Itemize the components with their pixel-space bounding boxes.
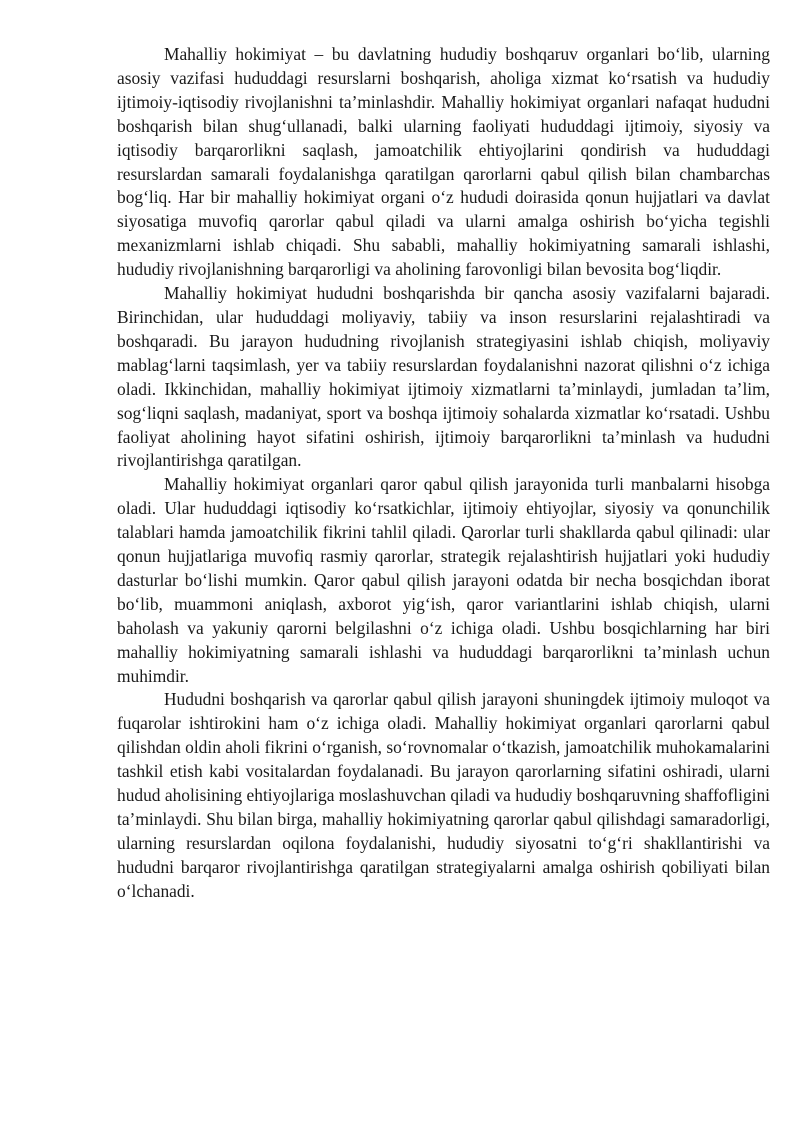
paragraph-4: Hududni boshqarish va qarorlar qabul qilish jarayoni shuningdek ijtimoiy muloqot va fuqarolar ishtirokini ham o‘z ichiga oladi. Mahalliy hokimiyat organlari qarorlarni qabul qilishdan oldin aholi fikrini o‘rganish, so‘rovnomalar o‘tkazish, jamoatchilik muhokamalarini tashkil etish kabi vositalardan foydalanadi. Bu jarayon qarorlarning sifatini oshiradi, ularni hudud aholisining ehtiyojlariga moslashuvchan qiladi va hududiy boshqaruvning shaffofligini ta’minlaydi. Shu bilan birga, mahalliy hokimiyatning qarorlar qabul qilishdagi samaradorligi, ularning resurslardan oqilona foydalanishi, hududiy siyosatni to‘g‘ri shakllantirishi va hududni barqaror rivojlantirishga qaratilgan strategiyalarni amalga oshirish qobiliyati bilan o‘lchanadi. bbox=[117, 689, 770, 901]
paragraph-3: Mahalliy hokimiyat organlari qaror qabul qilish jarayonida turli manbalarni hisobga oladi. Ular hududdagi iqtisodiy ko‘rsatkichlar, ijtimoiy ehtiyojlar, siyosiy va qonunchilik talablari hamda jamoatchilik fikrini tahlil qiladi. Qarorlar turli shakllarda qabul qilinadi: ular qonun hujjatlariga muvofiq rasmiy qarorlar, strategik rejalashtirish hujjatlari yoki hududiy dasturlar bo‘lishi mumkin. Qaror qabul qilish jarayoni odatda bir necha bosqichdan iborat bo‘lib, muammoni aniqlash, axborot yig‘ish, qaror variantlarini ishlab chiqish, ularni baholash va yakuniy qarorni belgilashni o‘z ichiga oladi. Ushbu bosqichlarning har biri mahalliy hokimiyatning samarali ishlashi va hududdagi barqarorlikni ta’minlash uchun muhimdir. bbox=[117, 474, 770, 686]
paragraph-1: Mahalliy hokimiyat – bu davlatning hududiy boshqaruv organlari bo‘lib, ularning asosiy vazifasi hududdagi resurslarni boshqarish, aholiga xizmat ko‘rsatish va hududiy ijtimoiy-iqtisodiy rivojlanishni ta’minlashdir. Mahalliy hokimiyat organlari nafaqat hududni boshqarish bilan shug‘ullanadi, balki ularning faoliyati hududdagi ijtimoiy, siyosiy va iqtisodiy barqarorlikni saqlash, jamoatchilik ehtiyojlarini qondirish va hududdagi resurslardan samarali foydalanishga qaratilgan qarorlarni qabul qilish bilan chambarchas bog‘liq. Har bir mahalliy hokimiyat organi o‘z hududi doirasida qonun hujjatlari va davlat siyosatiga muvofiq qarorlar qabul qiladi va ularni amalga oshirish bo‘yicha tegishli mexanizmlarni ishlab chiqadi. Shu sababli, mahalliy hokimiyatning samarali ishlashi, hududiy rivojlanishning barqarorligi va aholining farovonligi bilan bevosita bog‘liqdir. bbox=[117, 44, 770, 280]
document-page bbox=[117, 43, 770, 904]
paragraph-2: Mahalliy hokimiyat hududni boshqarishda bir qancha asosiy vazifalarni bajaradi. Birinchidan, ular hududdagi moliyaviy, tabiiy va inson resurslarini rejalashtiradi va boshqaradi. Bu jarayon hududning rivojlanish strategiyasini ishlab chiqish, moliyaviy mablag‘larni taqsimlash, yer va tabiiy resurslardan foydalanishni nazorat qilishni o‘z ichiga oladi. Ikkinchidan, mahalliy hokimiyat ijtimoiy xizmatlarni ta’minlaydi, jumladan ta’lim, sog‘liqni saqlash, madaniyat, sport va boshqa ijtimoiy sohalarda xizmatlar ko‘rsatadi. Ushbu faoliyat aholining hayot sifatini oshirish, ijtimoiy barqarorlikni ta’minlash va hududni rivojlantirishga qaratilgan. bbox=[117, 283, 770, 471]
